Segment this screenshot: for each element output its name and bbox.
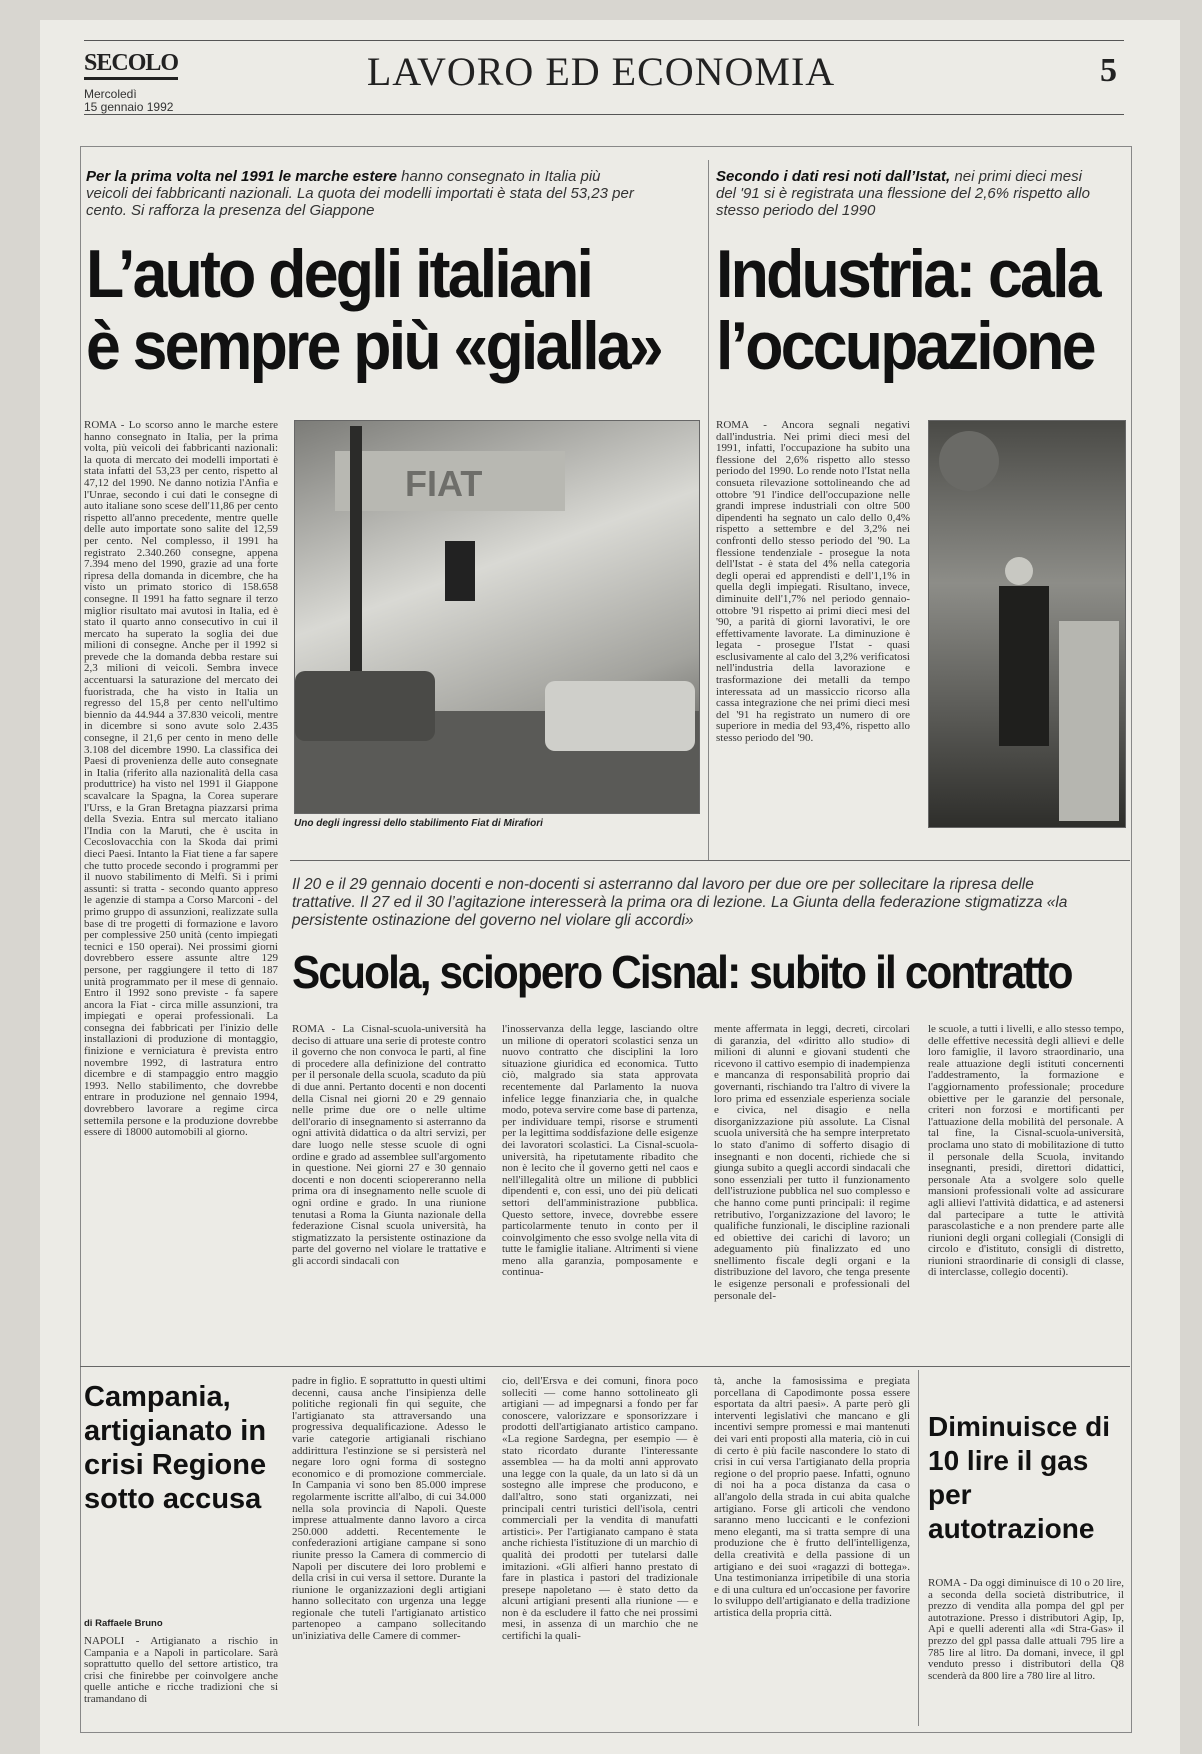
auto-subheadline [86, 168, 646, 219]
industria-subheadline [716, 168, 1096, 219]
traffic-light [445, 541, 475, 601]
auto-body: ROMA - Lo scorso anno le marche estere hanno consegnato in Italia, per la prima volta, più veicoli dei fabbricanti nazionali: la quota di mercato dei modelli importati è stata infatti del 53,23 per cento, rispetto al 47,12 del 1990. Ne danno notizia l'Anfia e l'Unrae, secondo i cui dati le consegne di auto italiane sono scese dell'11,86 per cento rispetto all'anno precedente, mentre quelle delle auto importate sono salite del 12,59 per cento. Nel complesso, il 1991 ha registrato 2.340.260 consegne, appena 7.394 meno del 1990, grazie ad una forte ripresa della domanda in dicembre, che ha visto un primato storico di 158.658 consegne. Il 1991 ha fatto segnare il terzo miglior risultato mai avutosi in Italia, ed è stato il quarto anno consecutivo in cui il mercato ha superato la soglia dei due milioni di consegne. Anche per il 1992 si prevede che la domanda debba restare sui 2,3 milioni di veicoli. Sembra invece accentuarsi la saturazione del mercato dei fuoristrada, che ha visto in Italia un regresso del 15,8 per cento nell'ultimo biennio da 44.944 a 37.830 veicoli, mentre in dicembre si sono avute solo 2.435 consegne, il 21,6 per cento in meno delle 3.108 del dicembre 1990. La classifica dei Paesi di provenienza delle auto consegnate in Italia (riferito alla nazionalità della casa produttrice) ha visto nel 1991 il Giappone scavalcare la Spagna, la Corea superare l'Urss, e la Gran Bretagna piazzarsi prima della Svezia. Entra sul mercato italiano l'India con la Maruti, che è uscita in Cecoslovacchia con la Skoda dai primi dieci Paesi. Intanto la Fiat tiene a far sapere che tutto procede secondo i programmi per il nuovo stabilimento di Melfi. Sì i primi assunti: si tratta - secondo quanto appreso le agenzie di stampa a Corso Marconi - del primo gruppo di assunzioni, realizzate sulla base di tre progetti di formazione e lavoro per complessive 250 unità (cento impiegati tecnici e 150 operai). Nei prossimi giorni dovrebbero essere assunte altre 129 persone, per raggiungere il tetto di 187 unità programmato per il mese di gennaio. Entro il 1992 sono previste - fa sapere ancora la Fiat - circa mille assunzioni, tra impiegati e operai professionali. La consegna dei fabbricati per l'inizio delle installazioni di produzione di montaggio, finizione e verniciatura è prevista entro novembre 1992, di lastratura entro dicembre e di stampaggio entro maggio 1993. Nello stabilimento, che dovrebbe entrare in produzione nel gennaio 1994, dovrebbero lavorare a regime circa settemila persone e la produzione dovrebbe essere di 18000 automobili al giorno. [84, 420, 278, 1139]
scuola-col2: l'inosservanza della legge, lasciando oltre un milione di operatori scolastici senza un nuovo contratto che disciplini la loro situazione giuridica ed economica. Tutto ciò, malgrado sia stata approvata recentemente dal Parlamento la nuova infelice legge finanziaria che, in qualche modo, poteva servire come base di partenza, per individuare tempi, risorse e strumenti per la legittima soddisfazione delle esigenze dei lavoratori scolastici. La Cisnal-scuola-università, ha ripetutamente ribadito che non è lecito che il governo getti nel caos e nell'illegalità oltre un milione di pubblici dipendenti e, con essi, uno dei più delicati settori dell'amministrazione pubblica. Questo settore, invece, dovrebbe essere particolarmente tenuto in conto per il coinvolgimento che esso svolge nella vita di tutte le famiglie italiane. Altrimenti si viene meno alla garanzia, pomposamente e continua- [502, 1024, 698, 1279]
scuola-top-rule [290, 860, 1130, 861]
industria-subheadline-lead: Secondo i dati resi noti dall’Istat, [716, 168, 951, 185]
auto-headline [86, 238, 712, 382]
campania-col2: padre in figlio. È soprattutto in questi ultimi decenni, causa anche l'insipienza delle politiche regionali fin qui seguite, che l'artigianato sta attraversando una progressiva dequalificazione. Adesso le varie categorie artigianali rischiano addirittura l'estinzione se si persisterà nel negare loro ogni forma di sostegno economico e di promozione commerciale. In Campania vi sono ben 85.000 imprese regolarmente iscritte all'albo, di cui 34.000 nella sola provincia di Napoli. Queste imprese attualmente danno lavoro a circa 250.000 addetti. Recentemente le confederazioni artigiane campane si sono riunite presso la Camera di commercio di Napoli per discutere dei loro problemi e della crisi in cui versa il settore. Durante la riunione le organizzazioni degli artigiani hanno sollecitato con urgenza una legge regionale che tuteli l'artigianato artistico partenopeo a campano sollecitando un'iniziativa delle Camere di commer- [292, 1376, 486, 1643]
worker-head [1005, 557, 1033, 585]
industria-headline [716, 238, 1121, 382]
gas-headline: Diminuisce di 10 lire il gas per autotrazione [928, 1411, 1111, 1544]
dark-car [295, 671, 435, 741]
photo-caption: Uno degli ingressi dello stabilimento Fiat di Mirafiori [294, 818, 543, 829]
fiat-photo-illustration [295, 421, 699, 813]
masthead-bottom-rule [84, 114, 1124, 115]
worker-body [999, 586, 1049, 746]
auto-headline-line1: L’auto degli italiani [86, 236, 592, 312]
scuola-col4: le scuole, a tutti i livelli, e allo stesso tempo, delle effettive necessità degli allievi e delle loro famiglie, il lavoro straordinario, una reale attuazione degli istituti concernenti l'addestramento, la formazione e l'aggiornamento professionale; procedure obiettive per le garanzie del personale, criteri non forzosi e mortificanti per l'attuazione della mobilità del personale. A tal fine, la Cisnal-scuola-università, proclama uno stato di mobilitazione di tutto il personale della Scuola, invitando insegnanti, presidi, direttori didattici, personale Ata a svolgere solo quelle mansioni professionali volte ad assicurare agli allievi l'attività didattica, e ad astenersi dal partecipare a tutte le attività parascolastiche e a non prendere parte alle riunioni degli organi collegiali (Consigli di circolo e d'istituto, consigli di distretto, riunioni straordinarie di consigli di classe, di interclasse, collegio docenti). [928, 1024, 1124, 1279]
industry-worker-photo [928, 420, 1126, 828]
auto-headline-line2: è sempre più «gialla» [86, 308, 661, 384]
section-title: LAVORO ED ECONOMIA [366, 49, 836, 94]
scuola-col1: ROMA - La Cisnal-scuola-università ha deciso di attuare una serie di proteste contro il governo che non convoca le parti, al fine di procedere alla definizione del contratto per il personale della scuola, scaduto da più di due anni. Pertanto docenti e non docenti della Cisnal nei giorni 20 e 29 gennaio nelle prime due ore o nelle ultime dell'orario di insegnamento si asterranno da ogni attività didattica o da altri servizi, per dare luogo nelle stesse scuole di ogni ordine e grado ad assemblee sull'argomento in questione. Nei giorni 27 e 30 gennaio docenti e non docenti sciopereranno nella prima ora di insegnamento nelle scuole di ogni ordine e grado. In una riunione tenutasi a Roma la Giunta nazionale della federazione Cisnal scuola università, ha stigmatizzato la persistente ostinazione da parte del governo nel violare le trattative e gli accordi sindacali con [292, 1024, 486, 1267]
fiat-mirafiori-photo [294, 420, 700, 814]
gas-box-divider [918, 1370, 919, 1726]
industria-headline-line2: l’occupazione [716, 308, 1094, 384]
bottom-section-rule [80, 1366, 1130, 1367]
column-divider [708, 160, 709, 860]
campania-col4: tà, anche la famosissima e pregiata porcellana di Capodimonte possa essere esportata da altri paesi». A parte però gli interventi legislativi che mancano e gli incentivi sempre promessi e mai mantenuti dei vari enti proposti alla materia, ciò in cui di certo è più facile nascondere lo stato di crisi in cui versa l'artigianato della propria regione o del proprio paese. Infatti, ognuno di noi ha a poca distanza da casa o all'angolo della strada in cui abita qualche artigiano. Forse gli articoli che vendono saranno meno luccicanti e le confezioni meno eleganti, ma si tratta sempre di una produzione che è frutto dell'intelligenza, della creatività e della passione di un artigiano e dei suoi «ragazzi di bottega». Una testimonianza irripetibile di una storia e di una cultura ed un'occasione per favorire lo sviluppo dell'artigianato e della tradizione artistica della propria città. [714, 1376, 910, 1619]
machine-wheel [939, 431, 999, 491]
parked-car [545, 681, 695, 751]
masthead-top-rule [84, 40, 1124, 41]
auto-subheadline-lead: Per la prima volta nel 1991 le marche estere [86, 168, 398, 185]
scuola-headline: Scuola, sciopero Cisnal: subito il contratto [292, 946, 1072, 998]
industria-headline-line1: Industria: cala [716, 236, 1099, 312]
page-number: 5 [1100, 52, 1117, 89]
fiat-sign-text: FIAT [405, 463, 483, 504]
issue-weekday: Mercoledì [84, 87, 137, 101]
gas-body: ROMA - Da oggi diminuisce di 10 o 20 lire, a seconda della società distributrice, il prezzo di vendita alla pompa del gpl per autotrazione. Presso i distributori Agip, Ip, Api e quelli aderenti alla «di Stra-Gas» il prezzo del gpl passa dalle attuali 795 lire a 785 lire al litro. Da domani, invece, il gpl venduto presso i distributori della Q8 scenderà da 800 lire a 780 lire al litro. [928, 1578, 1124, 1682]
campania-headline: Campania, artigianato in crisi Regione sotto accusa [84, 1381, 267, 1515]
machinery [1059, 621, 1119, 821]
campania-col3: cio, dell'Ersva e dei comuni, finora poco solleciti — come hanno sottolineato gli artigiani — ad impegnarsi a fondo per far conoscere, valorizzare e sponsorizzare i prodotti dell'artigianato artistico campano. «La regione Sardegna, per esempio — è stato ricordato durante l'interessante assemblea — ha da molti anni approvato una legge con la quale, da un lato si dà un sostegno alle imprese che producono, e dall'altro, sono stati organizzati, nei principali centri turistici dell'isola, centri commerciali per la vendita di manufatti artistici». Per l'artigianato campano è stata anche richiesta l'istituzione di un marchio di qualità dei prodotti per tutelarsi dalle imitazioni. «Gli alfieri hanno prestato di fare in plastica i pastori del tradizionale presepe napoletano — è stato detto da alcuni artigiani presenti alla riunione — e non è da escludere il fatto che nei prossimi mesi, in assenza di un marchio che ne certifichi la quali- [502, 1376, 698, 1643]
scuola-subheadline: Il 20 e il 29 gennaio docenti e non-docenti si asterranno dal lavoro per due ore per sollecitare la ripresa delle trattative. Il 27 ed il 30 l’agitazione interesserà la prima ora di lezione. La Giunta della federazione stigmatizza «la persistente ostinazione del governo nel violare gli accordi» [292, 876, 1068, 929]
industria-body: ROMA - Ancora segnali negativi dall'industria. Nei primi dieci mesi del 1991, infatti, l'occupazione ha subito una flessione del 2,6% rispetto allo stesso periodo del 1990. Lo rende noto l'Istat nella consueta rilevazione sottolineando che ad ottobre '91 l'indice dell'occupazione nelle grandi imprese industriali con oltre 500 dipendenti ha segnato un calo dello 0,4% rispetto a settembre e del 3,2% nei confronti dello stesso periodo del '90. La flessione tendenziale - prosegue la nota dell'Istat - è stata del 4% nella categoria degli operai ed apprendisti e dell'1,1% in quella degli impiegati. Risultano, invece, diminuite dell'1,7% nel periodo gennaio-ottobre '91 rispetto ai primi dieci mesi del '90, a parità di giorni lavorativi, le ore effettivamente lavorate. La diminuzione è legata - prosegue l'Istat - quasi esclusivamente al calo del 3,2% verificatosi nell'industria della lavorazione e trasformazione dei metalli da tempo interessata ad un massiccio ricorso alla cassa integrazione che nei primi dieci mesi del '91 ha registrato un numero di ore superiore in media del 93,4%, rispetto allo stesso periodo del '90. [716, 420, 910, 745]
issue-day: 15 gennaio 1992 [84, 100, 174, 114]
industry-photo-illustration [929, 421, 1125, 827]
campania-col1: NAPOLI - Artigianato a rischio in Campania e a Napoli in particolare. Sarà soprattutto quello del settore artistico, tra crisi che finirebbe per coinvolgere anche quelle antiche e ricche tradizioni che si tramandano di [84, 1636, 278, 1705]
scuola-col3: mente affermata in leggi, decreti, circolari di garanzia, del «diritto allo studio» di milioni di alunni e giovani studenti che ricevono il cattivo esempio di inadempienza e mancanza di responsabilità proprio dai governanti, rischiando tra l'altro di vivere la loro prima ed essenziale esperienza sociale e civica, nel disagio e nella disorganizzazione più assolute. La Cisnal scuola università che ha sempre interpretato lo stato d'animo di sofferto disagio di insegnanti e non docenti, richiede che si giunga subito a quegli accordi sindacali che sono essenziali per tutto il funzionamento dell'istruzione pubblica nel suo complesso e che hanno come punti principali: il regime retributivo, l'organizzazione del lavoro; le qualifiche funzionali, le discipline razionali ed obiettive dei carichi di lavoro; un adeguamento più finalizzato ed uno snellimento fiscale degli organi e la distribuzione del lavoro, che tenga presente le esigenze personali e professionali del personale del- [714, 1024, 910, 1302]
industria-subheadline-rest: nei primi dieci mesi del '91 si è registrata una flessione del 2,6% rispetto allo stesso periodo del 1990 [716, 168, 1090, 219]
paper-name: SECOLO [84, 50, 178, 80]
campania-byline: di Raffaele Bruno [84, 1618, 163, 1629]
auto-subheadline-rest: hanno consegnato in Italia più veicoli dei fabbricanti nazionali. La quota dei modelli importati è stata del 53,23 per cento. Si rafforza la presenza del Giappone [86, 168, 634, 219]
